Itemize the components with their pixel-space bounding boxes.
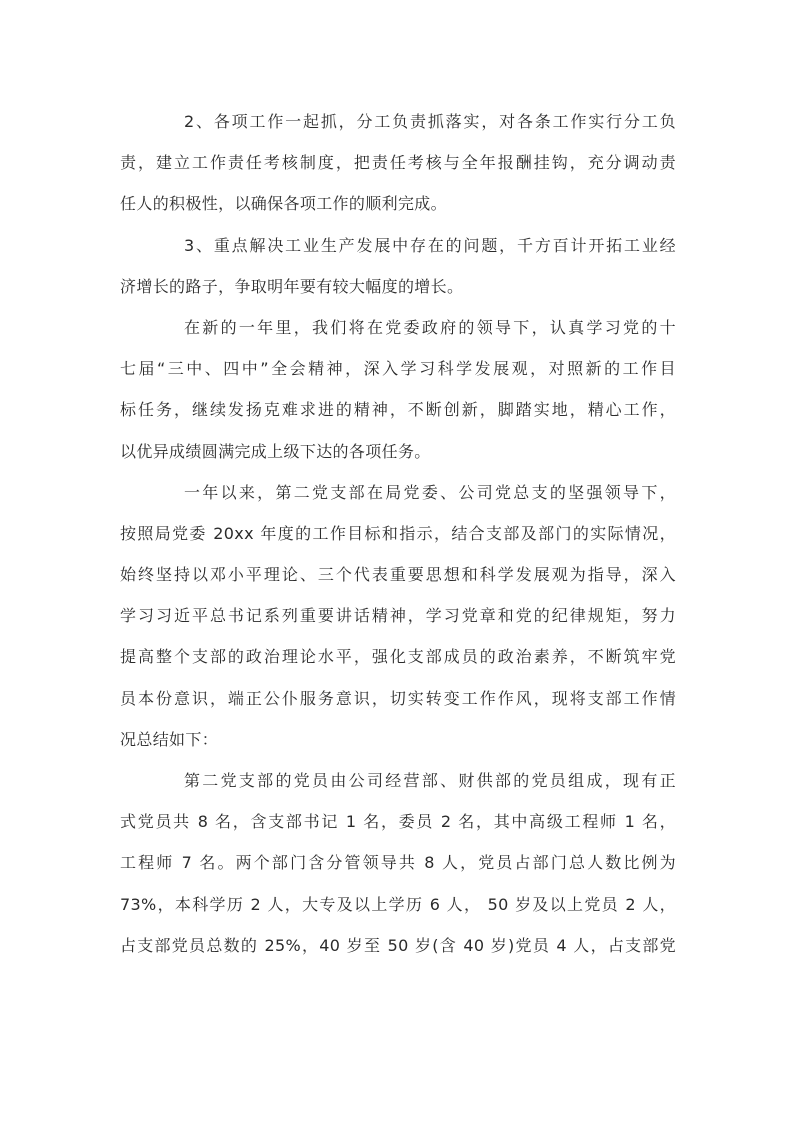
text-line: 济增长的路子，争取明年要有较大幅度的增长。 [120, 276, 464, 296]
text-line: 员本份意识，端正公仆服务意识，切实转变工作作风，现将支部工作情 [120, 688, 676, 708]
document-body [120, 101, 676, 966]
text-line: 学习习近平总书记系列重要讲话精神，学习党章和党的纪律规矩，努力 [120, 606, 676, 626]
text-line: 七届“三中、四中”全会精神，深入学习科学发展观，对照新的工作目 [120, 359, 676, 379]
paragraph-industrial-growth [120, 225, 676, 307]
text-line: 工程师 7 名。两个部门含分管领导共 8 人，党员占部门总人数比例为 [120, 853, 676, 873]
text-line: 3、重点解决工业生产发展中存在的问题，千方百计开拓工业经 [184, 235, 676, 255]
text-line: 在新的一年里，我们将在党委政府的领导下，认真学习党的十 [184, 317, 676, 337]
text-line: 始终坚持以邓小平理论、三个代表重要思想和科学发展观为指导，深入 [120, 565, 676, 585]
text-line: 责，建立工作责任考核制度，把责任考核与全年报酬挂钩，充分调动责 [120, 153, 676, 173]
text-line: 一年以来，第二党支部在局党委、公司党总支的坚强领导下， [184, 482, 676, 502]
text-line: 式党员共 8 名，含支部书记 1 名，委员 2 名，其中高级工程师 1 名， [120, 812, 676, 832]
paragraph-new-year [120, 307, 676, 472]
text-line: 提高整个支部的政治理论水平，强化支部成员的政治素养，不断筑牢党 [120, 647, 676, 667]
text-line: 第二党支部的党员由公司经营部、财供部的党员组成，现有正 [184, 771, 676, 790]
text-line: 占支部党员总数的 25%，40 岁至 50 岁(含 40 岁)党员 4 人，占支部党 [120, 935, 676, 955]
paragraph-annual-summary [120, 472, 676, 760]
text-line: 按照局党委 20xx 年度的工作目标和指示，结合支部及部门的实际情况， [120, 523, 676, 543]
text-line: 任人的积极性，以确保各项工作的顺利完成。 [120, 194, 448, 214]
text-line: 标任务，继续发扬克难求进的精神，不断创新，脚踏实地，精心工作， [120, 400, 676, 420]
paragraph-membership [120, 760, 676, 966]
text-line: 73%，本科学历 2 人，大专及以上学历 6 人， 50 岁及以上党员 2 人， [120, 894, 676, 914]
text-line: 况总结如下： [120, 729, 219, 749]
text-line: 以优异成绩圆满完成上级下达的各项任务。 [120, 441, 431, 461]
paragraph-task-division [120, 101, 676, 225]
text-line: 2、各项工作一起抓，分工负责抓落实，对各条工作实行分工负 [184, 112, 676, 131]
